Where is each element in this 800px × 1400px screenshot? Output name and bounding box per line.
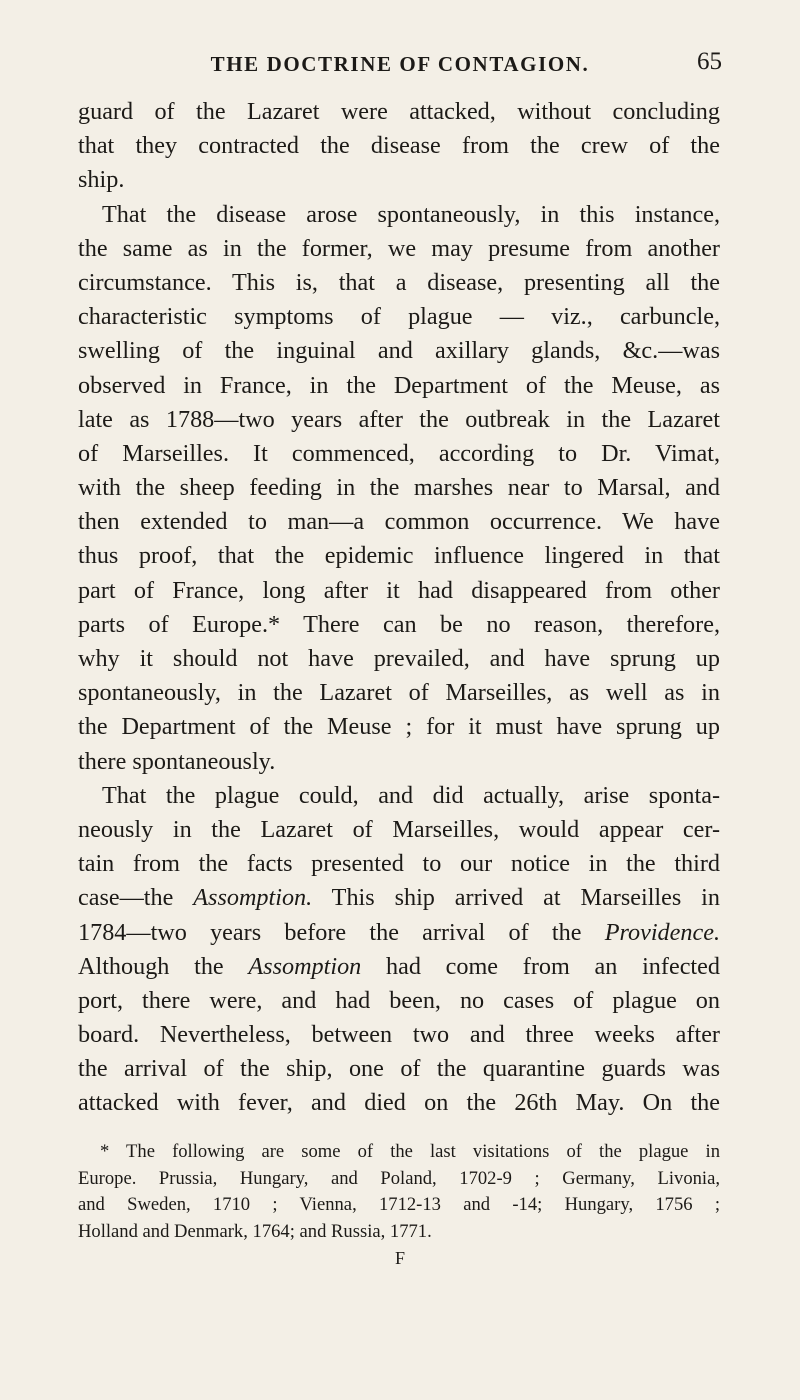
ship-name-italic: Assomption. xyxy=(193,884,313,912)
body-line: with the sheep feeding in the marshes near to Marsal, and xyxy=(78,474,720,502)
ship-name-italic: Providence. xyxy=(604,918,720,946)
body-line: then extended to man—a common occurrence. We have xyxy=(78,508,720,536)
body-line: board. Nevertheless, between two and three weeks after xyxy=(78,1021,720,1049)
body-line: guard of the Lazaret were attacked, without concluding xyxy=(78,98,720,125)
body-line: thus proof, that the epidemic influence lingered in that xyxy=(78,542,720,570)
body-line: the same as in the former, we may presume from another xyxy=(78,234,720,262)
body-line xyxy=(78,916,720,950)
body-line xyxy=(78,881,720,915)
running-title: THE DOCTRINE OF CONTAGION. xyxy=(210,52,590,76)
signature-mark: F xyxy=(394,1248,405,1268)
body-line: That the disease arose spontaneously, in this instance, xyxy=(102,200,720,228)
line-text: had come from an infected xyxy=(361,952,720,980)
line-text: Although the xyxy=(78,952,249,980)
body-line: neously in the Lazaret of Marseilles, would appear cer- xyxy=(78,815,720,843)
body-line: tain from the facts presented to our notice in the third xyxy=(78,850,720,878)
footnote-line: Holland and Denmark, 1764; and Russia, 1771. xyxy=(78,1220,432,1242)
body-line: observed in France, in the Department of the Meuse, as xyxy=(78,371,720,399)
line-text: case—the xyxy=(78,884,194,912)
body-text xyxy=(78,95,720,1121)
body-line: port, there were, and had been, no cases of plague on xyxy=(78,986,720,1014)
footnote xyxy=(78,1139,720,1245)
body-line: the Department of the Meuse ; for it must have sprung up xyxy=(78,713,720,741)
body-line: spontaneously, in the Lazaret of Marseilles, as well as in xyxy=(78,679,720,707)
line-text: This ship arrived at Marseilles in xyxy=(312,884,720,912)
ship-name-italic: Assomption xyxy=(248,952,362,980)
body-line: part of France, long after it had disappeared from other xyxy=(78,576,720,604)
body-line: there spontaneously. xyxy=(78,747,276,775)
footnote-line: * The following are some of the last visitations of the plague in xyxy=(100,1141,720,1162)
body-line: characteristic symptoms of plague — viz., carbuncle, xyxy=(78,303,720,331)
body-line: of Marseilles. It commenced, according to Dr. Vimat, xyxy=(78,439,720,467)
line-text: 1784—two years before the arrival of the xyxy=(78,918,605,946)
body-line: circumstance. This is, that a disease, presenting all the xyxy=(78,268,720,296)
body-line: parts of Europe.* There can be no reason, therefore, xyxy=(78,610,720,638)
page-number: 65 xyxy=(697,48,722,75)
page-header xyxy=(0,48,800,86)
body-line: ship. xyxy=(78,166,125,194)
body-line xyxy=(78,950,720,984)
footnote-line: and Sweden, 1710 ; Vienna, 1712-13 and -14; Hungary, 1756 ; xyxy=(78,1194,720,1215)
body-line: swelling of the inguinal and axillary glands, &c.—was xyxy=(78,337,720,365)
body-line: That the plague could, and did actually, arise sponta- xyxy=(102,781,720,809)
footnote-line: Europe. Prussia, Hungary, and Poland, 1702-9 ; Germany, Livonia, xyxy=(78,1167,720,1189)
body-line: late as 1788—two years after the outbreak in the Lazaret xyxy=(78,405,720,433)
body-line: why it should not have prevailed, and have sprung up xyxy=(78,645,720,672)
body-line: the arrival of the ship, one of the quarantine guards was xyxy=(78,1055,720,1083)
body-line: attacked with fever, and died on the 26th May. On the xyxy=(78,1089,720,1117)
body-line: that they contracted the disease from the crew of the xyxy=(78,132,720,160)
